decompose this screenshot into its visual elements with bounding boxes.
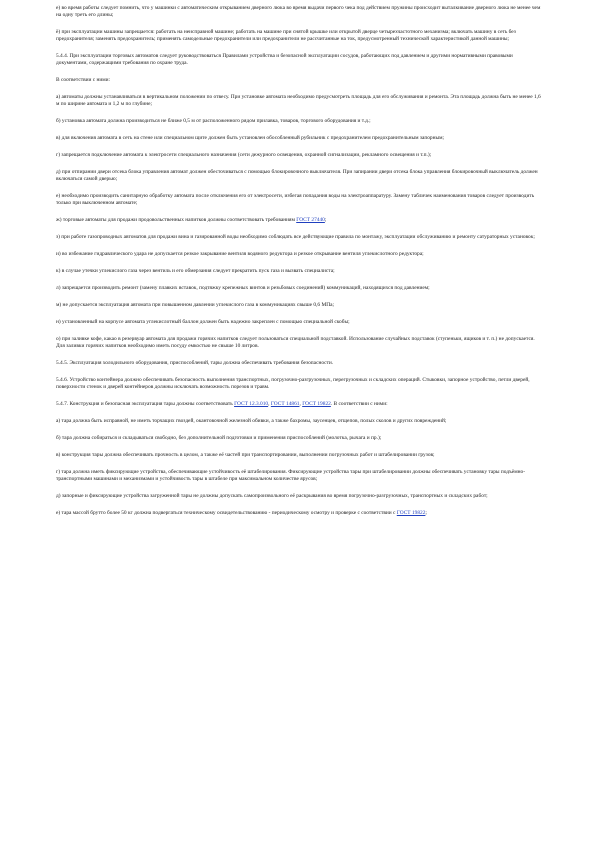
paragraph-text: г) запрещается подключение автомата к электросети специального назначения (сети дежурного освещения, охранной сигнализации, рекламного освещения и т.п.); xyxy=(56,152,432,158)
paragraph-text: м) не допускается эксплуатация автомата при повышенном давлении углекислого газа в коммуникациях свыше 0,6 МПа; xyxy=(56,302,335,308)
paragraph-e-door-hatch xyxy=(56,5,542,19)
list-item-o xyxy=(56,336,542,350)
paragraph-accordance xyxy=(56,77,542,84)
paragraph-text: 5.4.5. Эксплуатация холодильного оборудования, приспособлений, тары должна обеспечивать требования безопасности. xyxy=(56,360,334,366)
list-item-m xyxy=(56,302,542,309)
paragraph-text: ё) при эксплуатации машины запрещается: работать на неисправной машине; работать на машине при снятой крышке или открытой дверце четырехчастотного механизма; включать машину в сеть без предохранителя; заменять предохранитель; применять самодельные предохранители или предохранители не рассчитанные на ток, предусмотренный технической характеристикой данной машины; xyxy=(56,29,516,42)
gost-19822-link[interactable]: ГОСТ 19822 xyxy=(302,401,331,407)
list-item-l xyxy=(56,285,542,292)
paragraph-text: а) тара должна быть исправной, не иметь торчащих гвоздей, окантовочной железной обивки, а также бахромы, заусенцев, отщепов, полых сколов и других повреждений; xyxy=(56,418,447,424)
paragraph-text: з) при работе газопроводных автоматов для продажи вина и газированной воды необходимо соблюдать все действующие правила по монтажу, эксплуатации обслуживанию и ремонту сатураторных установок; xyxy=(56,234,535,240)
paragraph-tail: ; xyxy=(324,217,327,223)
paragraph-tail: ; xyxy=(425,510,427,516)
paragraph-text: д) запорные и фиксирующие устройства загруженной тары не должны допускать самопроизвольного её раскрывания во время погрузочно-разгрузочных, транспортных и складских работ; xyxy=(56,493,488,499)
list-item-d xyxy=(56,169,542,183)
list-item-g xyxy=(56,152,542,159)
link-separator: , xyxy=(268,401,271,407)
gost-27440-link[interactable]: ГОСТ 27440 xyxy=(296,217,325,223)
paragraph-text: 5.4.6. Устройство контейнера должно обеспечивать безопасность выполнения транспортных, погрузочно-разгрузочных, перегрузочных и складских операций. Стыковки, запорное устройство, петли дверей, поверхности стенок и дверей контейнеров должны исключать возможность порезов и травм. xyxy=(56,377,530,390)
paragraph-yo-prohibitions xyxy=(56,29,542,43)
tara-item-b xyxy=(56,435,542,442)
section-5-4-7 xyxy=(56,401,542,408)
tara-item-v xyxy=(56,452,542,459)
list-item-b xyxy=(56,118,542,125)
paragraph-text: 5.4.7. Конструкция и безопасная эксплуатация тары должны соответствовать xyxy=(56,401,235,407)
list-item-i xyxy=(56,251,542,258)
paragraph-tail: . В соответствии с ними: xyxy=(330,401,388,407)
section-5-4-6 xyxy=(56,377,542,391)
gost-19822-link[interactable]: ГОСТ 19822 xyxy=(396,510,426,516)
gost-14861-link[interactable]: ГОСТ 14861 xyxy=(270,401,300,407)
paragraph-text: в) конструкция тары должна обеспечивать прочность в целом, а также её частей при транспортировании, выполнении погрузочных работ и штабелировании грузов; xyxy=(56,452,435,458)
list-item-zh xyxy=(56,217,542,224)
section-5-4-5 xyxy=(56,360,542,367)
document-page xyxy=(56,5,542,527)
tara-item-d xyxy=(56,493,542,500)
paragraph-text: ж) торговые автоматы для продажи продовольственных напитков должны соответствовать требованиям xyxy=(56,217,297,223)
paragraph-text: к) в случае утечки углекислого газа через вентиль и его обмерзания следует прекратить пуск газа и вызвать специалиста; xyxy=(56,268,335,274)
paragraph-text: и) во избежание гидравлического удара не допускается резкое закрывание вентиля водяного редуктора и резкое открывание вентиля углекислотного редуктора; xyxy=(56,251,424,257)
tara-item-g xyxy=(56,469,542,483)
link-separator: , xyxy=(299,401,303,407)
paragraph-text: а) автоматы должны устанавливаться в вертикальном положении по отвесу. При установке автомата необходимо предусмотреть площадь для его обслуживания и ремонта. Эта площадь должна быть не менее 1,6 м по ширине автомата и 1,2 м по глубине; xyxy=(56,94,541,107)
paragraph-text: е) необходимо производить санитарную обработку автомата после отключения его от электросети, избегая попадания воды на электроаппаратуру. Замену табличек наименования товаров следует производить только при выключенном автомате; xyxy=(56,193,535,206)
list-item-k xyxy=(56,268,542,275)
paragraph-text: 5.4.4. При эксплуатации торговых автоматов следует руководствоваться Правилами устройства и безопасной эксплуатации сосудов, работающих под давлением и другими нормативными правовыми документами, содержащими требования по охране труда. xyxy=(56,53,513,66)
list-item-n xyxy=(56,319,542,326)
section-5-4-4 xyxy=(56,53,542,67)
paragraph-text: л) запрещается производить ремонт (замену плавких вставок, подтяжку крепежных винтов и резьбовых соединений) коммуникаций, находящихся под давлением; xyxy=(56,285,430,291)
paragraph-text: е) во время работы следует помнить, что у машинки с автоматическим открыванием дверного люка во время выдачи первого чека под действием пружины происходит выталкивание дверного люка не менее чем на одну треть его длины; xyxy=(56,5,541,18)
tara-item-a xyxy=(56,418,542,425)
paragraph-text: в) для включения автомата в сеть на стене или специальном щите должен быть установлен обособленный рубильник с предохранителем предохранительным запорным; xyxy=(56,135,445,141)
gost-12-3-010-link[interactable]: ГОСТ 12.3.010 xyxy=(234,401,269,407)
paragraph-text: е) тара массой брутто более 50 кг должна подвергаться техническому освидетельствованию - периодическому осмотру и проверке с соответствии с xyxy=(56,510,397,516)
list-item-a xyxy=(56,94,542,108)
paragraph-text: В соответствии с ними: xyxy=(56,77,111,83)
list-item-v xyxy=(56,135,542,142)
paragraph-text: д) при отпирании двери отсека блока управления автомат должен обесточиваться с помощью блокировочного выключателя. При запирании двери отсека блока управления блокировочный выключатель должен включаться самой дверью; xyxy=(56,169,538,182)
list-item-z xyxy=(56,234,542,241)
paragraph-text: н) установленный на корпусе автомата углекислотный баллон должен быть надежно закреплен с помощью специальной скобы; xyxy=(56,319,350,325)
tara-item-e xyxy=(56,510,542,517)
paragraph-text: б) тара должна собираться и складываться свободно, без дополнительной подготовки и применения приспособлений (молотка, рычага и пр.); xyxy=(56,435,382,441)
list-item-e xyxy=(56,193,542,207)
paragraph-text: б) установка автомата должна производиться не ближе 0,5 м от расположенного рядом прилавка, товаров, торгового оборудования и т.д.; xyxy=(56,118,371,124)
paragraph-text: г) тара должна иметь фиксирующие устройства, обеспечивающие устойчивость её штабелирования. Фиксирующие устройства тары при штабелировании должны обеспечивать установку тары подъёмно- транспортными машинами и механизмами и устойчивость тары в штабеле при максимальном количестве ярусов; xyxy=(56,469,526,482)
paragraph-text: о) при заливке кофе, какао в резервуар автомата для продажи горячих напитков следует пользоваться специальной подставкой. Использование случайных подставок (ступеньки, ящиков и т. п.) не допускается. Для заливки горячих напитков необходимо иметь посуду емкостью не свыше 10 литров. xyxy=(56,336,535,349)
